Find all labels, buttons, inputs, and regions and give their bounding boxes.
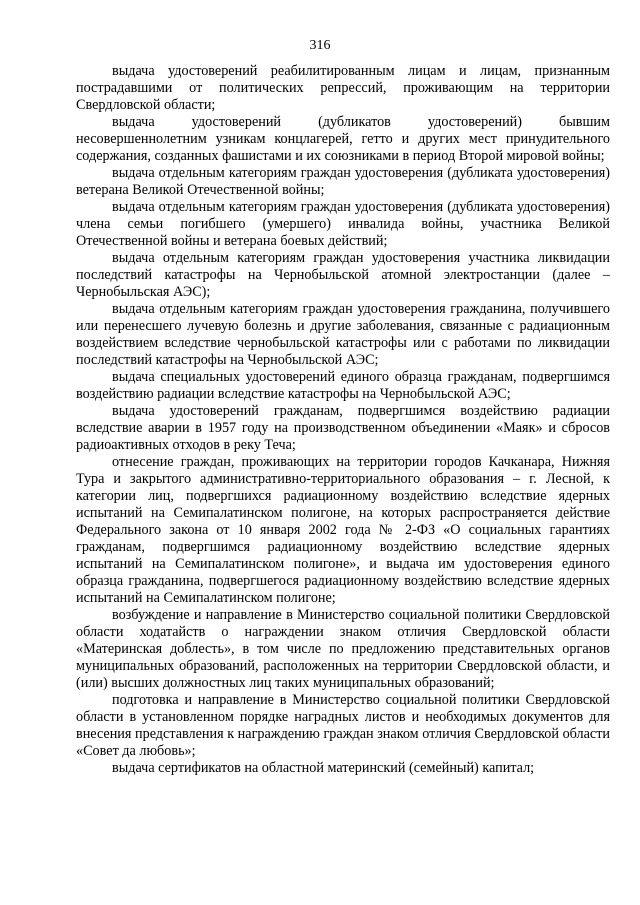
paragraph-maternal-valor-award: возбуждение и направление в Министерство социальной политики Свердловской области ходатайств о награждении знаком отличия Свердловской области «Материнская доблесть», в том числе по предложению представительных органов муниципальных образований, расположенных на территории Свердловской области, и (или) высших должностных лиц таких муниципальных образований; [76,607,610,691]
paragraph-sovet-da-lyubov-award: подготовка и направление в Министерство социальной политики Свердловской области в установленном порядке наградных листов и необходимых документов для внесения представления к награждению граждан знаком отличия Свердловской области «Совет да любовь»; [76,692,610,759]
paragraph-chernobyl-liquidator: выдача отдельным категориям граждан удостоверения участника ликвидации последствий катастрофы на Чернобыльской атомной электростанции (далее – Чернобыльская АЭС); [76,250,610,300]
paragraph-mayak-accident: выдача удостоверений гражданам, подвергшимся воздействию радиации вследствие аварии в 1957 году на производственном объединении «Маяк» и сбросов радиоактивных отходов в реку Теча; [76,403,610,453]
paragraph-war-veteran-certificate: выдача отдельным категориям граждан удостоверения (дубликата удостоверения) ветерана Великой Отечественной войны; [76,165,610,198]
page-number: 316 [309,38,331,53]
paragraph-semipalatinsk: отнесение граждан, проживающих на территории городов Качканара, Нижняя Тура и закрытого административно-территориального образования – г. Лесной, к категории лиц, подвергшихся радиационному воздействию вследствие ядерных испытаний на Семипалатинском полигоне, на которых распространяется действие Федерального закона от 10 января 2002 года № 2-ФЗ «О социальных гарантиях гражданам, подвергшимся радиационному воздействию вследствие ядерных испытаний на Семипалатинском полигоне», и выдача им удостоверения единого образца гражданина, подвергшегося радиационному воздействию вследствие ядерных испытаний на Семипалатинском полигоне; [76,454,610,606]
document-body [76,63,610,777]
paragraph-maternal-capital: выдача сертификатов на областной материнский (семейный) капитал; [112,760,535,776]
paragraph-radiation-sickness: выдача отдельным категориям граждан удостоверения гражданина, получившего или перенесшего лучевую болезнь и другие заболевания, связанные с радиационным воздействием вследствие чернобыльской катастрофы или с работами по ликвидации последствий катастрофы на Чернобыльской АЭС; [76,301,610,368]
paragraph-rehabilitated-certificates: выдача удостоверений реабилитированным лицам и лицам, признанным пострадавшими от политических репрессий, проживающим на территории Свердловской области; [76,63,610,113]
paragraph-chernobyl-special-certificate: выдача специальных удостоверений единого образца гражданам, подвергшимся воздействию радиации вследствие катастрофы на Чернобыльской АЭС; [76,369,610,402]
paragraph-concentration-camp-prisoners: выдача удостоверений (дубликатов удостоверений) бывшим несовершеннолетним узникам концлагерей, гетто и других мест принудительного содержания, созданных фашистами и их союзниками в период Второй мировой войны; [76,114,610,164]
paragraph-war-family-certificate: выдача отдельным категориям граждан удостоверения (дубликата удостоверения) члена семьи погибшего (умершего) инвалида войны, участника Великой Отечественной войны и ветерана боевых действий; [76,199,610,249]
